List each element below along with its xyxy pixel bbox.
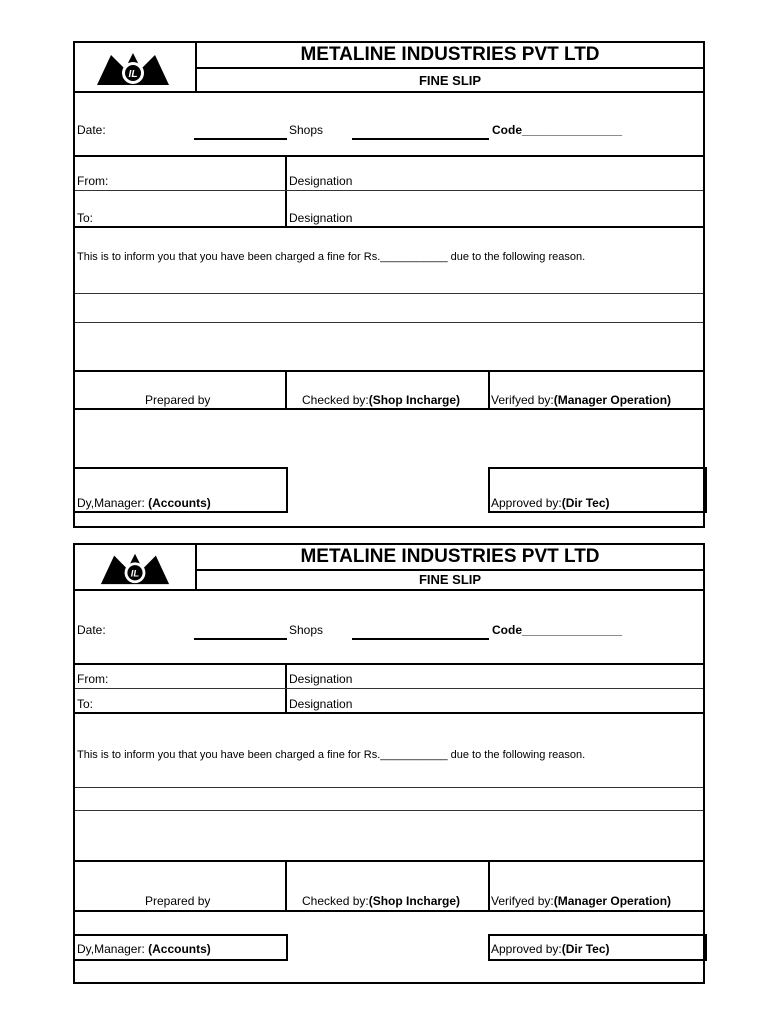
row-line [75,663,703,665]
prepared-by-label: Prepared by [145,393,211,407]
approved-by-label: Approved by:(Dir Tec) [491,496,610,510]
verified-by-label: Verifyed by:(Manager Operation) [491,894,672,908]
code-field[interactable]: Code_______________ [492,123,623,137]
checked-by-label: Checked by:(Shop Incharge) [302,894,461,908]
svg-text:IL: IL [130,568,140,580]
slip-title: FINE SLIP [418,572,482,587]
prepared-by-label: Prepared by [145,894,211,908]
to-label: To: [77,697,94,711]
dy-manager-label: Dy,Manager: (Accounts) [77,942,211,956]
svg-text:IL: IL [128,69,138,80]
shops-label: Shops [289,123,324,137]
row-line [75,712,703,714]
from-label: From: [77,672,109,686]
row-line [75,190,703,191]
row-line [75,910,703,912]
slip-title: FINE SLIP [418,73,482,88]
row-line [75,408,703,410]
date-field[interactable] [194,138,287,140]
fine-slip-1 [73,41,705,528]
row-line [75,860,703,862]
company-name: METALINE INDUSTRIES PVT LTD [300,44,600,65]
company-logo-icon [97,550,173,586]
checked-by-label: Checked by:(Shop Incharge) [302,393,461,407]
date-field[interactable] [194,638,287,640]
row-line [75,370,703,372]
sig-divider [285,860,287,910]
company-logo-icon [95,49,171,87]
reason-line[interactable] [75,322,703,323]
to-label: To: [77,211,94,225]
row-line [75,226,703,228]
shops-label: Shops [289,623,324,637]
header-bottom-line [75,589,703,591]
company-name: METALINE INDUSTRIES PVT LTD [300,546,600,567]
sig-divider [285,370,287,408]
from-designation-label: Designation [289,672,353,686]
row-line [75,155,703,157]
to-designation-label: Designation [289,211,353,225]
to-designation-label: Designation [289,697,353,711]
approved-by-label: Approved by:(Dir Tec) [491,942,610,956]
reason-line[interactable] [75,787,703,788]
shops-field[interactable] [352,138,489,140]
dy-manager-label: Dy,Manager: (Accounts) [77,496,211,510]
fine-notice: This is to inform you that you have been charged a fine for Rs.___________ due to the following reason. [77,251,586,263]
date-label: Date: [77,123,106,137]
reason-line[interactable] [75,810,703,811]
fine-notice: This is to inform you that you have been charged a fine for Rs.___________ due to the following reason. [77,749,586,761]
from-label: From: [77,174,109,188]
header-bottom-line [75,91,703,93]
from-to-divider [285,155,287,227]
from-designation-label: Designation [289,174,353,188]
title-divider [195,569,703,571]
reason-line[interactable] [75,293,703,294]
fine-slip-2 [73,543,705,984]
date-label: Date: [77,623,106,637]
title-divider [195,67,703,69]
row-line [75,688,703,689]
code-field[interactable]: Code_______________ [492,623,623,637]
shops-field[interactable] [352,638,489,640]
verified-by-label: Verifyed by:(Manager Operation) [491,393,672,407]
sig-divider [488,370,490,408]
sig-divider [488,860,490,910]
